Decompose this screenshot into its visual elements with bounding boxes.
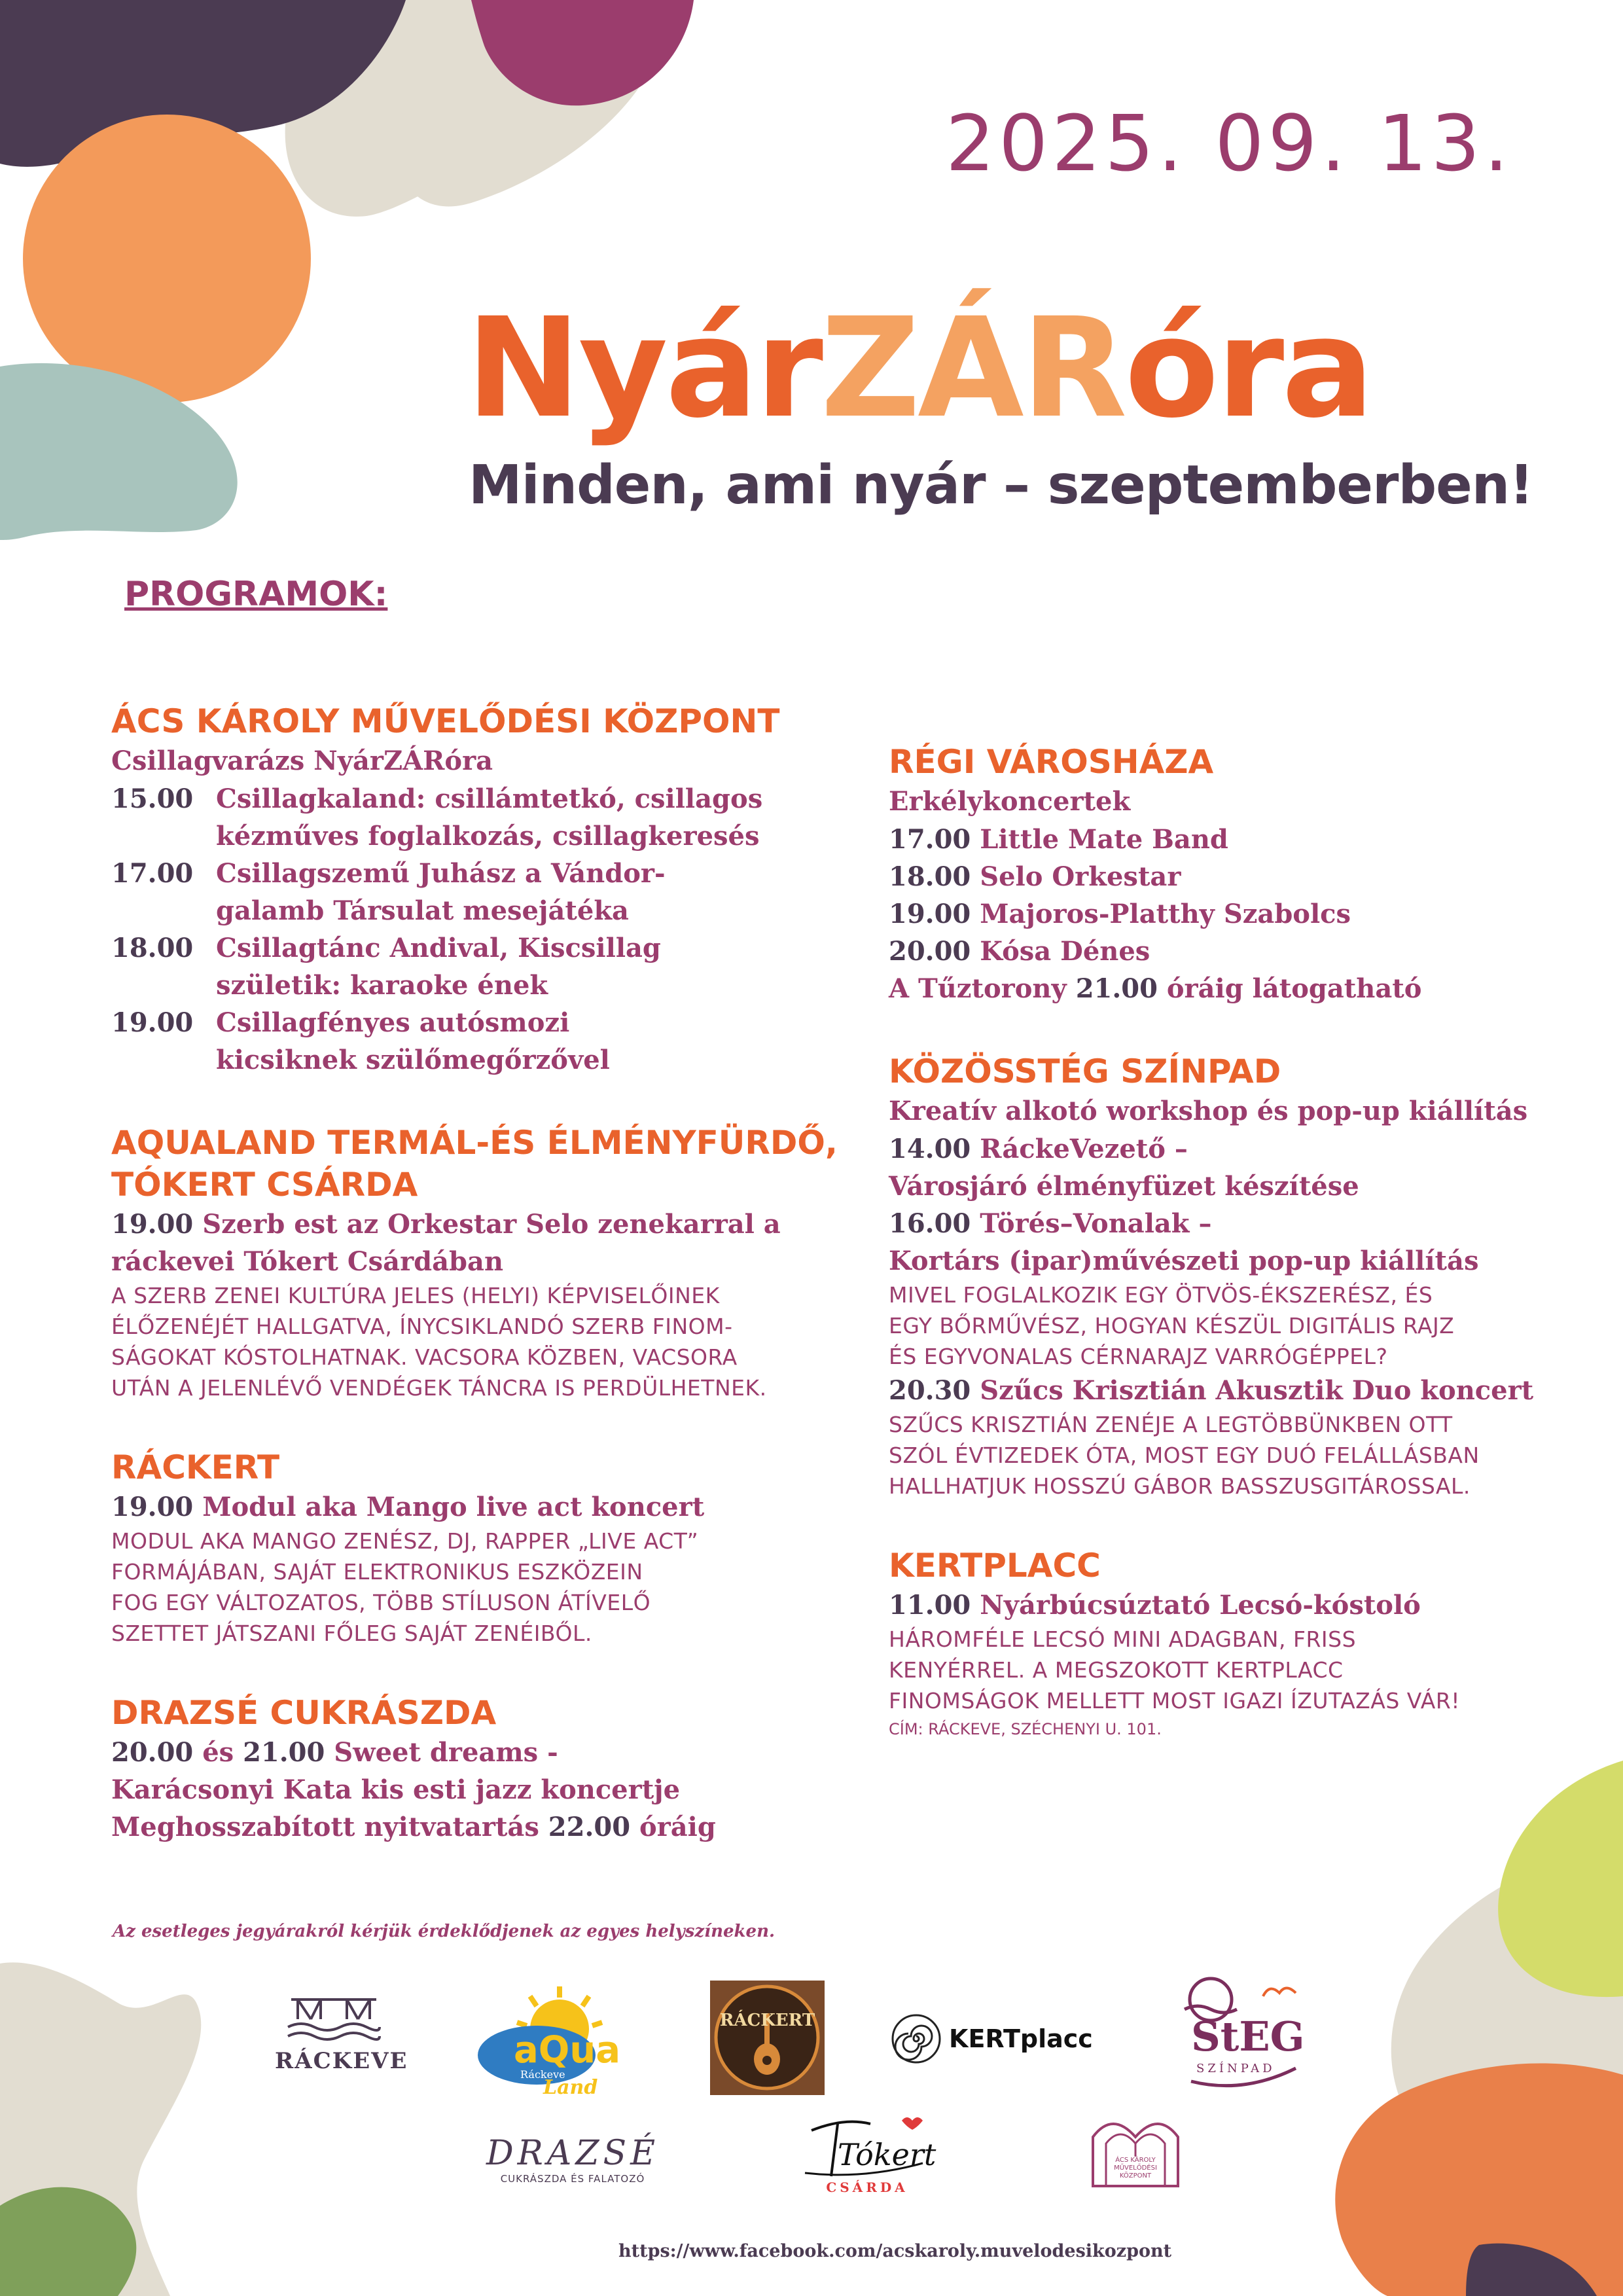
program-text-cont: Kortárs (ipar)művészeti pop-up kiállítás bbox=[889, 1246, 1479, 1276]
program-line-1: Csillagkaland: csillámtetkó, csillagos bbox=[216, 783, 763, 814]
program-description: SÁGOKAT KÓSTOLHATNAK. VACSORA KÖZBEN, VACSORA bbox=[111, 1344, 738, 1370]
venue-title: RÁCKERT bbox=[111, 1448, 280, 1486]
title-part-3: óra bbox=[1124, 288, 1372, 448]
program-item bbox=[889, 858, 1550, 895]
logo-rackeve bbox=[275, 1993, 408, 2074]
logo-rackert bbox=[710, 1981, 825, 2095]
spiral-icon bbox=[890, 2013, 942, 2065]
event-title bbox=[466, 288, 1372, 448]
logo-tokert bbox=[792, 2104, 942, 2196]
program-text bbox=[216, 929, 661, 1004]
logo-aqua-land: Land bbox=[543, 2076, 598, 2099]
orange-circle bbox=[23, 115, 311, 403]
program-time: 19.00 bbox=[111, 1492, 194, 1522]
right-column bbox=[889, 741, 1550, 1742]
program-description: ÉLŐZENÉJÉT HALLGATVA, ÍNYCSIKLANDÓ SZERB FINOM- bbox=[111, 1314, 733, 1339]
venue-kozossteg bbox=[889, 1050, 1550, 1501]
program-text: Little Mate Band bbox=[980, 824, 1228, 855]
program-time: 11.00 bbox=[889, 1590, 971, 1621]
program-description: KENYÉRREL. A MEGSZOKOTT KERTPLACC bbox=[889, 1657, 1344, 1683]
venue-rackert bbox=[111, 1446, 883, 1649]
program-line-1: Csillagfényes autósmozi bbox=[216, 1007, 570, 1038]
program-text-cont: Városjáró élményfüzet készítése bbox=[889, 1171, 1359, 1202]
program-text-cont: Karácsonyi Kata kis esti jazz koncertje bbox=[111, 1774, 681, 1805]
title-part-2: ZÁR bbox=[820, 288, 1125, 448]
program-text: Selo Orkestar bbox=[980, 861, 1181, 892]
facebook-link[interactable]: https://www.facebook.com/acskaroly.muvelodesikozpont bbox=[618, 2241, 1172, 2261]
program-description: A SZERB ZENEI KULTÚRA JELES (HELYI) KÉPVISELŐINEK bbox=[111, 1283, 720, 1308]
venue-title-line-1: AQUALAND TERMÁL-ÉS ÉLMÉNYFÜRDŐ, bbox=[111, 1124, 838, 1162]
program-item bbox=[111, 1206, 883, 1243]
tower-text-end: óráig látogatható bbox=[1157, 973, 1422, 1004]
program-time: 15.00 bbox=[111, 783, 194, 814]
program-time: 19.00 bbox=[889, 899, 971, 929]
venue-title: ÁCS KÁROLY MŰVELŐDÉSI KÖZPONT bbox=[111, 702, 780, 740]
logo-aqua-small: Ráckeve bbox=[520, 2068, 565, 2081]
program-text: Nyárbúcsúztató Lecsó-kóstoló bbox=[971, 1590, 1421, 1621]
program-text: Szűcs Krisztián Akusztik Duo koncert bbox=[971, 1375, 1534, 1406]
program-item bbox=[111, 1734, 883, 1771]
program-time: 21.00 bbox=[243, 1737, 325, 1768]
venue-drazse bbox=[111, 1692, 883, 1846]
tower-info bbox=[889, 970, 1550, 1007]
program-item bbox=[889, 1372, 1550, 1409]
logo-acs-line-1: ÁCS KÁROLY bbox=[1115, 2157, 1156, 2164]
event-subtitle: Minden, ami nyár – szeptemberben! bbox=[469, 454, 1533, 516]
venue-aqualand bbox=[111, 1122, 883, 1403]
program-time: 17.00 bbox=[889, 824, 971, 855]
program-line-2: kicsiknek szülőmegőrzővel bbox=[216, 1045, 610, 1075]
program-text bbox=[216, 1004, 610, 1079]
program-description: UTÁN A JELENLÉVŐ VENDÉGEK TÁNCRA IS PERDÜLHETNEK. bbox=[111, 1375, 767, 1401]
venue-title: KERTPLACC bbox=[889, 1547, 1101, 1585]
program-time: 18.00 bbox=[889, 861, 971, 892]
program-text: Kósa Dénes bbox=[980, 936, 1150, 967]
program-line-1: Csillagtánc Andival, Kiscsillag bbox=[216, 933, 661, 963]
closing-time: 22.00 bbox=[548, 1812, 631, 1842]
and-text: és bbox=[193, 1737, 243, 1768]
program-text: Sweet dreams - bbox=[325, 1737, 558, 1768]
program-text-cont: ráckevei Tókert Csárdában bbox=[111, 1246, 504, 1277]
left-column bbox=[111, 700, 883, 1846]
logo-acs-line-3: KÖZPONT bbox=[1119, 2172, 1152, 2179]
program-item bbox=[111, 1004, 883, 1079]
logo-drazse bbox=[478, 2134, 668, 2185]
venue-address: CÍM: RÁCKEVE, SZÉCHENYI U. 101. bbox=[889, 1720, 1162, 1738]
logo-rackert-text: RÁCKERT bbox=[719, 2011, 815, 2030]
program-item bbox=[111, 780, 883, 855]
tower-time: 21.00 bbox=[1075, 973, 1158, 1004]
program-item bbox=[889, 933, 1550, 970]
program-text: Törés–Vonalak – bbox=[971, 1208, 1212, 1239]
program-text: Modul aka Mango live act koncert bbox=[202, 1492, 705, 1522]
program-line-1: Csillagszemű Juhász a Vándor- bbox=[216, 858, 666, 889]
program-time: 19.00 bbox=[111, 1007, 194, 1038]
venue-acs-karoly bbox=[111, 700, 883, 1079]
program-item bbox=[889, 1587, 1550, 1624]
program-text bbox=[216, 855, 666, 929]
program-item bbox=[111, 929, 883, 1004]
venue-subtitle: Erkélykoncertek bbox=[889, 786, 1131, 817]
logo-acs-text bbox=[1086, 2157, 1185, 2180]
program-time: 18.00 bbox=[111, 933, 194, 963]
title-part-1: Nyár bbox=[466, 288, 821, 448]
program-description: MIVEL FOGLALKOZIK EGY ÖTVÖS-ÉKSZERÉSZ, ÉS bbox=[889, 1282, 1433, 1308]
logo-aqualand bbox=[474, 1983, 621, 2101]
program-item bbox=[111, 855, 883, 929]
program-description: SZETTET JÁTSZANI FŐLEG SAJÁT ZENÉIBŐL. bbox=[111, 1621, 592, 1646]
logo-kertplacc bbox=[890, 2013, 1113, 2065]
opening-text: Meghosszabított nyitvatartás bbox=[111, 1812, 548, 1842]
logo-acs-karoly bbox=[1086, 2111, 1185, 2189]
opening-hours bbox=[111, 1808, 883, 1846]
venue-title: RÉGI VÁROSHÁZA bbox=[889, 743, 1214, 781]
program-time: 17.00 bbox=[111, 858, 194, 889]
program-description: ÉS EGYVONALAS CÉRNARAJZ VARRÓGÉPPEL? bbox=[889, 1344, 1388, 1369]
program-time: 20.00 bbox=[111, 1737, 194, 1768]
program-description: HALLHATJUK HOSSZÚ GÁBOR BASSZUSGITÁROSSAL. bbox=[889, 1473, 1471, 1499]
logo-acs-line-2: MŰVELŐDÉSI bbox=[1114, 2164, 1157, 2172]
program-item bbox=[889, 1205, 1550, 1242]
program-text: Szerb est az Orkestar Selo zenekarral a bbox=[202, 1209, 781, 1240]
program-item bbox=[889, 895, 1550, 933]
logo-aqua-text: aQua bbox=[514, 2029, 621, 2072]
program-time: 16.00 bbox=[889, 1208, 971, 1239]
program-description: FINOMSÁGOK MELLETT MOST IGAZI ÍZUTAZÁS VÁR! bbox=[889, 1688, 1460, 1713]
logo-rackeve-text: RÁCKEVE bbox=[275, 2048, 408, 2074]
program-description: MODUL AKA MANGO ZENÉSZ, DJ, RAPPER „LIVE ACT” bbox=[111, 1528, 699, 1554]
program-time: 19.00 bbox=[111, 1209, 194, 1240]
programs-heading: PROGRAMOK: bbox=[124, 575, 388, 614]
program-description: HÁROMFÉLE LECSÓ MINI ADAGBAN, FRISS bbox=[889, 1626, 1357, 1652]
program-line-2: születik: karaoke ének bbox=[216, 970, 548, 1001]
logo-steg bbox=[1165, 1970, 1322, 2094]
ticket-note: Az esetleges jegyárakról kérjük érdeklődjenek az egyes helyszíneken. bbox=[113, 1922, 776, 1941]
lime-blob-bottom-right bbox=[1498, 1761, 1623, 1997]
venue-subtitle: Kreatív alkotó workshop és pop-up kiállítás bbox=[889, 1096, 1528, 1126]
logo-steg-sub: SZÍNPAD bbox=[1196, 2062, 1275, 2075]
program-text: RáckeVezető – bbox=[971, 1134, 1188, 1164]
logo-drazse-sub: CUKRÁSZDA ÉS FALATOZÓ bbox=[500, 2173, 645, 2185]
program-description: FOG EGY VÁLTOZATOS, TÖBB STÍLUSON ÁTÍVELŐ bbox=[111, 1590, 651, 1615]
guitar-badge-icon bbox=[710, 1981, 825, 2095]
program-description: SZŰCS KRISZTIÁN ZENÉJE A LEGTÖBBÜNKBEN OTT bbox=[889, 1412, 1453, 1437]
program-time: 20.30 bbox=[889, 1375, 971, 1406]
program-description: SZÓL ÉVTIZEDEK ÓTA, MOST EGY DUÓ FELÁLLÁSBAN bbox=[889, 1443, 1480, 1468]
venue-kertplacc bbox=[889, 1545, 1550, 1742]
event-date: 2025. 09. 13. bbox=[946, 98, 1513, 188]
program-text: Majoros-Platthy Szabolcs bbox=[980, 899, 1351, 929]
program-time: 14.00 bbox=[889, 1134, 971, 1164]
logo-drazse-text: DRAZSÉ bbox=[486, 2134, 660, 2173]
venue-subtitle: Csillagvarázs NyárZÁRóra bbox=[111, 745, 493, 776]
logo-steg-text: StEG bbox=[1191, 2013, 1305, 2060]
venue-title-line-2: TÓKERT CSÁRDA bbox=[111, 1166, 418, 1204]
program-line-2: galamb Társulat mesejátéka bbox=[216, 895, 629, 926]
program-description: FORMÁJÁBAN, SAJÁT ELEKTRONIKUS ESZKÖZEIN bbox=[111, 1559, 643, 1585]
program-text bbox=[216, 780, 762, 855]
tower-text: A Tűztorony bbox=[889, 973, 1076, 1004]
program-item bbox=[889, 1130, 1550, 1168]
logo-tokert-sub: CSÁRDA bbox=[826, 2179, 908, 2195]
logo-kertplacc-text: KERTplacc bbox=[949, 2024, 1093, 2053]
program-description: EGY BŐRMŰVÉSZ, HOGYAN KÉSZÜL DIGITÁLIS RAJZ bbox=[889, 1313, 1455, 1338]
opening-text-end: óráig bbox=[630, 1812, 716, 1842]
venue-regi-varoshaza bbox=[889, 741, 1550, 1007]
program-item bbox=[111, 1488, 883, 1526]
venue-title: KÖZÖSSTÉG SZÍNPAD bbox=[889, 1052, 1281, 1090]
venue-title: DRAZSÉ CUKRÁSZDA bbox=[111, 1694, 497, 1732]
logo-tokert-text: Tókert bbox=[838, 2137, 936, 2172]
program-time: 20.00 bbox=[889, 936, 971, 967]
bridge-icon bbox=[285, 1993, 383, 2045]
program-line-2: kézműves foglalkozás, csillagkeresés bbox=[216, 821, 760, 852]
program-item bbox=[889, 821, 1550, 858]
